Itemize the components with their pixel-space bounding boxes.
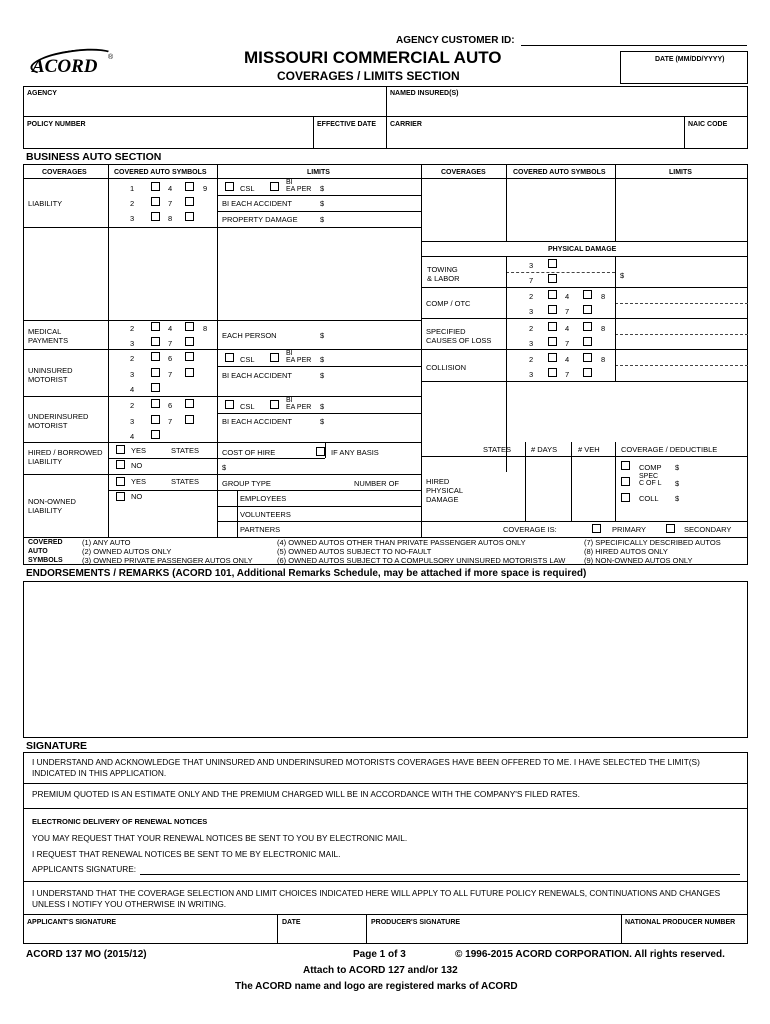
- bi-each-accident-label: BI EACH ACCIDENT: [222, 371, 293, 380]
- divider: [23, 442, 421, 443]
- symbol-label: 2: [529, 324, 534, 333]
- csl-checkbox[interactable]: [225, 353, 234, 362]
- csl-label: CSL: [240, 184, 255, 193]
- symbol-checkbox[interactable]: [151, 352, 160, 361]
- national-producer-number-label: NATIONAL PRODUCER NUMBER: [625, 919, 736, 926]
- date-label: DATE (MM/DD/YYYY): [655, 56, 725, 63]
- agency-customer-id-label: AGENCY CUSTOMER ID:: [396, 35, 515, 46]
- each-person-label: EACH PERSON: [222, 331, 277, 340]
- symbol-label: 2: [529, 355, 534, 364]
- employees-label: EMPLOYEES: [240, 494, 287, 503]
- policy-number-field[interactable]: [24, 130, 312, 148]
- symbol-key-1: (1) ANY AUTO: [82, 538, 131, 547]
- bi-label: BI: [286, 179, 293, 186]
- named-insured-field[interactable]: [387, 99, 747, 115]
- divider: [23, 320, 421, 321]
- symbol-label: 3: [529, 339, 534, 348]
- symbol-label: 7: [565, 370, 570, 379]
- divider: [108, 164, 109, 537]
- applicant-signature-field[interactable]: [24, 928, 276, 943]
- date-label: DATE: [282, 919, 301, 926]
- copyright: © 1996-2015 ACORD CORPORATION. All rights reserved.: [455, 949, 725, 960]
- divider: [108, 458, 217, 459]
- divider: [108, 490, 217, 491]
- symbol-checkbox[interactable]: [583, 368, 592, 377]
- symbol-checkbox[interactable]: [583, 305, 592, 314]
- symbol-checkbox[interactable]: [151, 212, 160, 221]
- attach-note: Attach to ACORD 127 and/or 132: [303, 965, 458, 976]
- symbol-key-3: (3) OWNED PRIVATE PASSENGER AUTOS ONLY: [82, 556, 253, 565]
- dollar-sign: $: [320, 215, 325, 224]
- applicant-signature-label: APPLICANT'S SIGNATURE: [27, 919, 117, 926]
- divider: [325, 442, 326, 458]
- towing-label: TOWING: [427, 265, 458, 274]
- effective-date-label: EFFECTIVE DATE: [317, 121, 376, 128]
- electronic-delivery-option-text: YOU MAY REQUEST THAT YOUR RENEWAL NOTICES BE SENT TO YOU BY ELECTRONIC MAIL.: [32, 833, 408, 843]
- hired-yes-checkbox[interactable]: [116, 445, 125, 454]
- endorsements-remarks-textarea[interactable]: [23, 581, 748, 738]
- divider: [615, 334, 748, 335]
- symbol-key-6: (6) OWNED AUTOS SUBJECT TO A COMPULSORY UNINSURED MOTORISTS LAW: [277, 556, 566, 565]
- medical-label: MEDICAL: [28, 327, 62, 336]
- symbol-checkbox[interactable]: [185, 399, 194, 408]
- dollar-sign: $: [320, 199, 325, 208]
- symbol-label: 4: [168, 324, 173, 333]
- bi-each-accident-label: BI EACH ACCIDENT: [222, 417, 293, 426]
- acord-logo: [26, 48, 118, 82]
- divider: [421, 456, 748, 457]
- symbol-label: 2: [130, 401, 135, 410]
- covered-auto-symbols-header: COVERED AUTO SYMBOLS: [114, 169, 207, 176]
- symbol-label: 3: [130, 214, 135, 223]
- symbol-checkbox[interactable]: [548, 274, 557, 283]
- divider: [525, 442, 526, 521]
- divider: [615, 442, 616, 521]
- dollar-sign: $: [320, 184, 325, 193]
- signature-block: [23, 752, 748, 944]
- symbol-checkbox[interactable]: [185, 197, 194, 206]
- limits-header-right: LIMITS: [669, 169, 692, 176]
- motorist-label: MOTORIST: [28, 375, 68, 384]
- symbol-key-4: (4) OWNED AUTOS OTHER THAN PRIVATE PASSENGER AUTOS ONLY: [277, 538, 526, 547]
- symbol-label: 3: [529, 261, 534, 270]
- symbol-checkbox[interactable]: [548, 305, 557, 314]
- symbol-label: 4: [565, 355, 570, 364]
- carrier-field[interactable]: [387, 130, 683, 148]
- symbol-label: 8: [203, 324, 208, 333]
- days-header: # DAYS: [531, 445, 558, 454]
- symbol-checkbox[interactable]: [151, 368, 160, 377]
- page-number: Page 1 of 3: [353, 949, 406, 960]
- symbols-key-auto: AUTO: [28, 548, 48, 555]
- producer-signature-label: PRODUCER'S SIGNATURE: [371, 919, 461, 926]
- symbol-label: 4: [130, 432, 135, 441]
- symbol-checkbox[interactable]: [548, 259, 557, 268]
- symbol-label: 3: [529, 370, 534, 379]
- divider: [421, 287, 748, 288]
- symbol-checkbox[interactable]: [151, 322, 160, 331]
- divider: [421, 381, 748, 382]
- form-title: MISSOURI COMMERCIAL AUTO: [244, 48, 502, 67]
- no-label: NO: [131, 461, 143, 470]
- non-owned-label: NON-OWNED: [28, 497, 76, 506]
- and-labor-label: & LABOR: [427, 274, 460, 283]
- symbol-label: 3: [130, 417, 135, 426]
- divider: [615, 303, 748, 304]
- trademark-note: The ACORD name and logo are registered marks of ACORD: [235, 981, 518, 992]
- dollar-sign: $: [320, 331, 325, 340]
- endorsements-heading: ENDORSEMENTS / REMARKS (ACORD 101, Additional Remarks Schedule, may be attached if more space is required): [26, 568, 587, 579]
- symbol-label: 8: [168, 214, 173, 223]
- states-label: STATES: [171, 446, 200, 455]
- symbol-key-7: (7) SPECIFICALLY DESCRIBED AUTOS: [584, 538, 721, 547]
- secondary-label: SECONDARY: [684, 525, 732, 534]
- physical-damage-header: PHYSICAL DAMAGE: [548, 246, 617, 253]
- symbol-checkbox[interactable]: [548, 353, 557, 362]
- symbol-label: 3: [130, 339, 135, 348]
- business-auto-section-title: BUSINESS AUTO SECTION: [26, 151, 162, 163]
- liability-label: LIABILITY: [28, 199, 63, 208]
- states-header: STATES: [483, 445, 512, 454]
- divider: [217, 164, 218, 537]
- divider: [615, 287, 616, 381]
- symbol-label: 9: [203, 184, 208, 193]
- logo-text: ACORD: [32, 56, 98, 77]
- divider: [615, 365, 748, 366]
- symbol-checkbox[interactable]: [185, 368, 194, 377]
- motorist-label: MOTORIST: [28, 421, 68, 430]
- volunteers-label: VOLUNTEERS: [240, 510, 291, 519]
- bi-each-accident-label: BI EACH ACCIDENT: [222, 199, 293, 208]
- divider: [217, 521, 421, 522]
- symbol-label: 7: [565, 339, 570, 348]
- partners-label: PARTNERS: [240, 525, 281, 534]
- symbol-checkbox[interactable]: [185, 352, 194, 361]
- symbols-key-covered: COVERED: [28, 539, 63, 546]
- divider: [615, 164, 616, 241]
- producer-signature-field[interactable]: [367, 928, 620, 943]
- uninsured-label: UNINSURED: [28, 366, 73, 375]
- spec-col-checkbox[interactable]: [621, 477, 630, 486]
- national-producer-number-field[interactable]: [622, 928, 747, 943]
- dollar-sign: $: [675, 463, 680, 472]
- symbol-checkbox[interactable]: [185, 337, 194, 346]
- symbol-label: 4: [565, 292, 570, 301]
- non-owned-yes-checkbox[interactable]: [116, 477, 125, 486]
- agency-customer-id-field[interactable]: [521, 45, 747, 46]
- comp-otc-label: COMP / OTC: [426, 299, 471, 308]
- logo-registered-mark: ®: [108, 54, 114, 61]
- symbol-checkbox[interactable]: [583, 322, 592, 331]
- divider: [615, 256, 616, 287]
- csl-checkbox[interactable]: [225, 400, 234, 409]
- premium-estimate-text: PREMIUM QUOTED IS AN ESTIMATE ONLY AND THE PREMIUM CHARGED WILL BE IN ACCORDANCE WITH THE COMPANY'S FILED RATES.: [32, 789, 580, 799]
- dollar-sign: $: [675, 479, 680, 488]
- number-of-label: NUMBER OF: [354, 479, 399, 488]
- applicants-signature-label: APPLICANTS SIGNATURE:: [32, 864, 137, 874]
- divider: [421, 521, 748, 522]
- symbol-checkbox[interactable]: [548, 368, 557, 377]
- physical-label: PHYSICAL: [426, 486, 464, 495]
- symbol-checkbox[interactable]: [151, 383, 160, 392]
- electronic-delivery-request-text: I REQUEST THAT RENEWAL NOTICES BE SENT TO ME BY ELECTRONIC MAIL.: [32, 849, 341, 859]
- symbol-label: 1: [130, 184, 135, 193]
- symbol-key-8: (8) HIRED AUTOS ONLY: [584, 547, 668, 556]
- spec-label: SPEC: [639, 473, 659, 480]
- form-id: ACORD 137 MO (2015/12): [26, 949, 147, 960]
- divider: [23, 881, 748, 882]
- symbol-label: 2: [130, 324, 135, 333]
- dollar-sign: $: [320, 402, 325, 411]
- symbol-label: 7: [168, 199, 173, 208]
- divider: [237, 490, 238, 537]
- symbol-label: 7: [529, 276, 534, 285]
- applicant-signature-line[interactable]: [140, 874, 740, 875]
- symbol-checkbox[interactable]: [151, 182, 160, 191]
- csl-checkbox[interactable]: [225, 182, 234, 191]
- bi-label: BI: [286, 350, 293, 357]
- symbol-label: 7: [168, 417, 173, 426]
- dollar-sign: $: [320, 371, 325, 380]
- symbol-checkbox[interactable]: [583, 337, 592, 346]
- symbol-checkbox[interactable]: [185, 415, 194, 424]
- carrier-label: CARRIER: [390, 121, 422, 128]
- symbol-checkbox[interactable]: [151, 415, 160, 424]
- center-divider: [421, 164, 422, 537]
- non-owned-no-checkbox[interactable]: [116, 492, 125, 501]
- liability-label: LIABILITY: [28, 506, 63, 515]
- yes-label: YES: [131, 446, 147, 455]
- coll-label: COLL: [639, 494, 659, 503]
- bi-ea-per-checkbox[interactable]: [270, 353, 279, 362]
- form-subtitle: COVERAGES / LIMITS SECTION: [277, 69, 460, 83]
- agency-field[interactable]: [24, 99, 385, 115]
- symbol-checkbox[interactable]: [548, 337, 557, 346]
- states-label: STATES: [171, 477, 200, 486]
- divider: [506, 256, 507, 472]
- symbol-checkbox[interactable]: [185, 182, 194, 191]
- signature-date-field[interactable]: [278, 928, 365, 943]
- comp-checkbox[interactable]: [621, 461, 630, 470]
- uninsured-acknowledgement-text: I UNDERSTAND AND ACKNOWLEDGE THAT UNINSURED AND UNDERINSURED MOTORISTS COVERAGES HAVE BEEN OFFERED TO ME. I HAVE SELECTED THE LIMIT(S) INDICATED IN THIS APPLICATION.: [32, 757, 700, 778]
- symbol-label: 4: [130, 385, 135, 394]
- ea-per-label: EA PER: [286, 186, 312, 193]
- coverage-deductible-header: COVERAGE / DEDUCTIBLE: [621, 445, 718, 454]
- header-divider: [23, 178, 748, 179]
- divider: [217, 458, 325, 459]
- divider: [421, 241, 748, 242]
- dollar-sign: $: [620, 271, 625, 280]
- group-type-label: GROUP TYPE: [222, 479, 271, 488]
- named-insured-label: NAMED INSURED(S): [390, 90, 459, 97]
- divider: [421, 349, 748, 350]
- divider: [217, 506, 421, 507]
- symbol-checkbox[interactable]: [151, 430, 160, 439]
- divider: [23, 783, 748, 784]
- ea-per-label: EA PER: [286, 404, 312, 411]
- symbol-label: 6: [168, 401, 173, 410]
- symbol-label: 3: [529, 307, 534, 316]
- symbol-label: 2: [130, 199, 135, 208]
- coll-checkbox[interactable]: [621, 493, 630, 502]
- bi-ea-per-checkbox[interactable]: [270, 182, 279, 191]
- divider: [217, 211, 421, 212]
- primary-label: PRIMARY: [612, 525, 647, 534]
- dollar-sign: $: [675, 494, 680, 503]
- signature-heading: SIGNATURE: [26, 740, 88, 752]
- symbol-checkbox[interactable]: [548, 322, 557, 331]
- covered-auto-symbols-header-right: COVERED AUTO SYMBOLS: [513, 169, 606, 176]
- electronic-delivery-heading: ELECTRONIC DELIVERY OF RENEWAL NOTICES: [32, 817, 208, 826]
- symbol-checkbox[interactable]: [151, 399, 160, 408]
- symbol-checkbox[interactable]: [151, 337, 160, 346]
- causes-of-loss-label: CAUSES OF LOSS: [426, 336, 492, 345]
- symbol-label: 2: [130, 354, 135, 363]
- naic-code-label: NAIC CODE: [688, 121, 728, 128]
- symbol-label: 6: [168, 354, 173, 363]
- divider: [23, 808, 748, 809]
- veh-header: # VEH: [578, 445, 600, 454]
- cofl-label: C OF L: [639, 480, 662, 487]
- symbol-checkbox[interactable]: [583, 290, 592, 299]
- bi-ea-per-checkbox[interactable]: [270, 400, 279, 409]
- secondary-checkbox[interactable]: [666, 524, 675, 533]
- coverages-header: COVERAGES: [42, 169, 87, 176]
- if-any-basis-checkbox[interactable]: [316, 447, 325, 456]
- policy-number-label: POLICY NUMBER: [27, 121, 86, 128]
- divider: [23, 396, 421, 397]
- symbol-checkbox[interactable]: [185, 322, 194, 331]
- csl-label: CSL: [240, 355, 255, 364]
- symbol-label: 8: [601, 292, 606, 301]
- symbol-label: 8: [601, 324, 606, 333]
- liability-label: LIABILITY: [28, 457, 63, 466]
- divider: [217, 490, 421, 491]
- symbols-key-symbols: SYMBOLS: [28, 557, 63, 564]
- divider: [421, 256, 748, 257]
- symbol-label: 3: [130, 370, 135, 379]
- primary-checkbox[interactable]: [592, 524, 601, 533]
- divider: [506, 272, 615, 273]
- naic-code-field[interactable]: [685, 130, 747, 148]
- limits-header: LIMITS: [307, 169, 330, 176]
- symbol-label: 2: [529, 292, 534, 301]
- collision-label: COLLISION: [426, 363, 467, 372]
- agency-label: AGENCY: [27, 90, 57, 97]
- symbol-key-2: (2) OWNED AUTOS ONLY: [82, 547, 172, 556]
- divider: [571, 442, 572, 521]
- divider: [23, 349, 421, 350]
- symbol-key-5: (5) OWNED AUTOS SUBJECT TO NO-FAULT: [277, 547, 432, 556]
- specified-label: SPECIFIED: [426, 327, 466, 336]
- symbol-checkbox[interactable]: [151, 197, 160, 206]
- hired-borrowed-label: HIRED / BORROWED: [28, 448, 103, 457]
- underinsured-label: UNDERINSURED: [28, 412, 89, 421]
- divider: [421, 318, 748, 319]
- yes-label: YES: [131, 477, 147, 486]
- effective-date-field[interactable]: [314, 130, 385, 148]
- if-any-basis-label: IF ANY BASIS: [331, 448, 379, 457]
- divider: [23, 474, 421, 475]
- symbol-checkbox[interactable]: [185, 212, 194, 221]
- divider: [506, 164, 507, 241]
- divider: [23, 914, 748, 915]
- divider: [23, 227, 421, 228]
- dollar-sign: $: [320, 355, 325, 364]
- bi-label: BI: [286, 397, 293, 404]
- symbol-checkbox[interactable]: [548, 290, 557, 299]
- divider: [217, 366, 421, 367]
- symbol-checkbox[interactable]: [583, 353, 592, 362]
- symbol-label: 4: [168, 184, 173, 193]
- hired-no-checkbox[interactable]: [116, 460, 125, 469]
- date-field[interactable]: [620, 51, 748, 84]
- coverages-header-right: COVERAGES: [441, 169, 486, 176]
- hired-label: HIRED: [426, 477, 450, 486]
- divider: [217, 195, 421, 196]
- symbol-label: 7: [168, 339, 173, 348]
- csl-label: CSL: [240, 402, 255, 411]
- symbol-label: 7: [565, 307, 570, 316]
- dollar-sign: $: [222, 463, 227, 472]
- ea-per-label: EA PER: [286, 357, 312, 364]
- no-label: NO: [131, 492, 143, 501]
- damage-label: DAMAGE: [426, 495, 459, 504]
- property-damage-label: PROPERTY DAMAGE: [222, 215, 298, 224]
- payments-label: PAYMENTS: [28, 336, 69, 345]
- symbol-key-9: (9) NON-OWNED AUTOS ONLY: [584, 556, 693, 565]
- symbol-label: 7: [168, 370, 173, 379]
- symbol-label: 8: [601, 355, 606, 364]
- dollar-sign: $: [320, 417, 325, 426]
- symbol-label: 4: [565, 324, 570, 333]
- divider: [217, 413, 421, 414]
- cost-of-hire-label: COST OF HIRE: [222, 448, 276, 457]
- renewal-applicability-text: I UNDERSTAND THAT THE COVERAGE SELECTION AND LIMIT CHOICES INDICATED HERE WILL APPLY TO ALL FUTURE POLICY RENEWALS, CONTINUATIONS AND CHANGES UNLESS I NOTIFY YOU OTHERWISE IN WRITING.: [32, 888, 721, 909]
- coverage-is-label: COVERAGE IS:: [503, 525, 557, 534]
- comp-label: COMP: [639, 463, 662, 472]
